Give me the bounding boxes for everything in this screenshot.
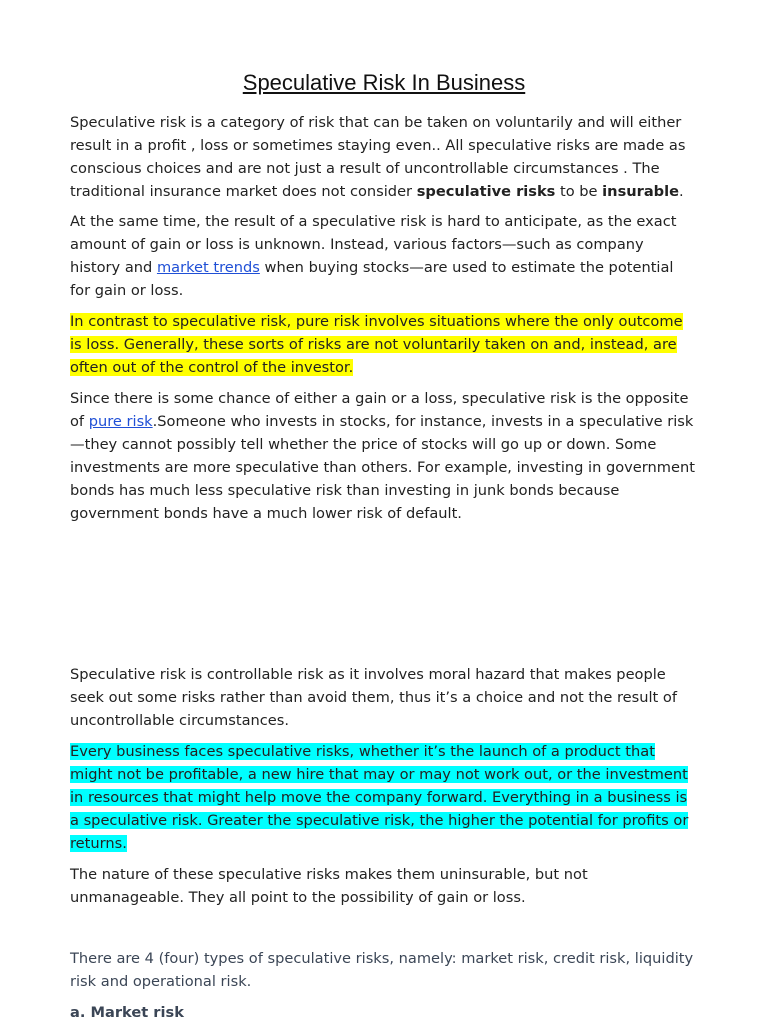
paragraph-controllable: Speculative risk is controllable risk as it involves moral hazard that makes people seek out some risks rather than avoid them, thus it’s a choice and not the result of uncontrollable circumstances. [70,666,677,729]
market-trends-link[interactable]: market trends [156,259,260,276]
page-title: Speculative Risk In Business [242,70,526,95]
paragraph-pure-risk [70,310,695,379]
paragraph-definition-mid: to be [555,183,603,200]
paragraph-definition-end: . [679,183,684,200]
highlighted-text-cyan: Every business faces speculative risks, whether it’s the launch of a product that might not be profitable, a new hire that may or may not work out, or the investment in resources that might help move the company forward. Everything in a business is a speculative risk. Greater the speculative risk, the higher the potential for profits or returns. [70,743,689,852]
paragraph-nature: The nature of these speculative risks makes them uninsurable, but not unmanageable. They all point to the possibility of gain or loss. [70,866,588,906]
paragraph-opposite [70,387,695,525]
highlighted-text-yellow: In contrast to speculative risk, pure risk involves situations where the only outcome is loss. Generally, these sorts of risks are not voluntarily taken on and, instead, are often out of the control of the investor. [70,313,683,376]
paragraph-business [70,740,695,855]
paragraph-anticipation-after: when buying stocks—are used to estimate the potential for gain or loss. [70,259,674,299]
paragraph-types: There are 4 (four) types of speculative risks, namely: market risk, credit risk, liquidity risk and operational risk. [70,950,694,990]
paragraph-opposite-before: Since there is some chance of either a gain or a loss, speculative risk is the opposite of [70,390,689,430]
bold-speculative-risks: speculative risks [416,183,556,200]
heading-market-risk: a. Market risk [70,1004,184,1021]
pure-risk-link[interactable]: pure risk [88,413,153,430]
paragraph-anticipation [70,210,695,302]
paragraph-opposite-after: .Someone who invests in stocks, for instance, invests in a speculative risk—they cannot possibly tell whether the price of stocks will go up or down. Some investments are more speculative than others. For example, investing in government bonds has much less speculative risk than investing in junk bonds because government bonds have a much lower risk of default. [70,413,695,522]
bold-insurable: insurable [602,183,680,200]
paragraph-definition-text: Speculative risk is a category of risk that can be taken on voluntarily and will either result in a profit , loss or sometimes staying even.. All speculative risks are made as conscious choices and are not just a result of uncontrollable circumstances . The traditional insurance market does not consider [70,114,686,200]
paragraph-anticipation-before: At the same time, the result of a speculative risk is hard to anticipate, as the exact amount of gain or loss is unknown. Instead, various factors—such as company history and [70,213,677,276]
paragraph-definition [70,111,695,203]
